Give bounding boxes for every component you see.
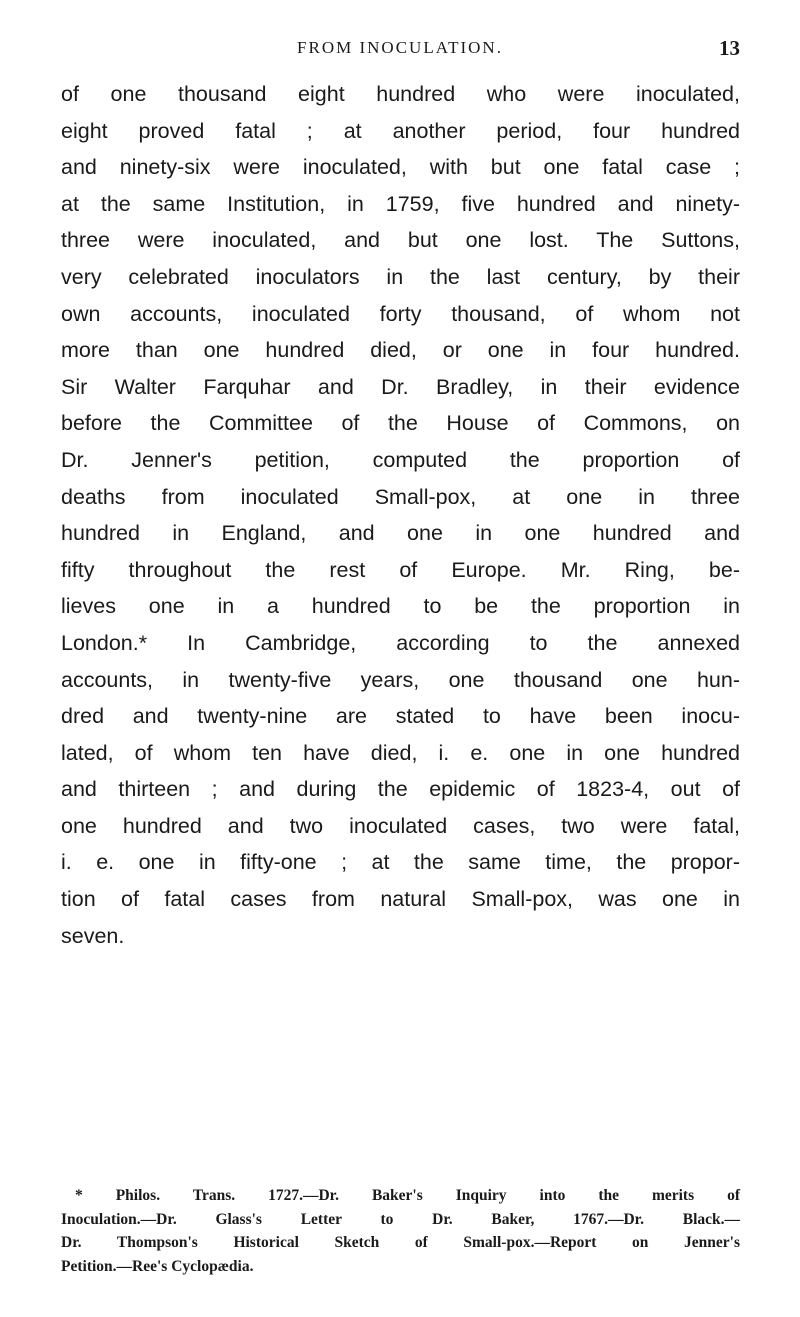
body-line: eight proved fatal ; at another period, four hundred <box>61 118 740 143</box>
body-line: Sir Walter Farquhar and Dr. Bradley, in their evidence <box>61 374 740 399</box>
body-line: and ninety-six were inoculated, with but one fatal case ; <box>61 155 740 180</box>
body-line: more than one hundred died, or one in four hundred. <box>61 338 740 363</box>
body-line: tion of fatal cases from natural Small-pox, was one in <box>61 887 740 912</box>
body-line: one hundred and two inoculated cases, two were fatal, <box>61 813 740 838</box>
body-line: accounts, in twenty-five years, one thousand one hun- <box>61 667 740 692</box>
footnote-line: Petition.—Ree's Cyclopædia. <box>61 1257 254 1275</box>
footnote-line: * Philos. Trans. 1727.—Dr. Baker's Inquiry into the merits of <box>75 1187 740 1204</box>
body-line: and thirteen ; and during the epidemic of 1823-4, out of <box>61 777 740 802</box>
body-line: fifty throughout the rest of Europe. Mr. Ring, be- <box>61 557 740 582</box>
footnote-line: Dr. Thompson's Historical Sketch of Small-pox.—Report on Jenner's <box>61 1234 740 1251</box>
running-head-title: FROM INOCULATION. <box>297 38 503 57</box>
body-line: own accounts, inoculated forty thousand, of whom not <box>61 301 740 326</box>
body-line: before the Committee of the House of Commons, on <box>61 411 740 436</box>
body-line: i. e. one in fifty-one ; at the same time, the propor- <box>61 850 740 875</box>
body-line: lieves one in a hundred to be the proportion in <box>61 594 740 619</box>
body-line: deaths from inoculated Small-pox, at one in three <box>61 484 740 509</box>
footnote-line: Inoculation.—Dr. Glass's Letter to Dr. Baker, 1767.—Dr. Black.— <box>61 1210 740 1228</box>
body-line: at the same Institution, in 1759, five hundred and ninety- <box>61 191 740 216</box>
body-line: London.* In Cambridge, according to the annexed <box>61 630 740 655</box>
body-line: three were inoculated, and but one lost. The Suttons, <box>61 228 740 253</box>
body-line: Dr. Jenner's petition, computed the proportion of <box>61 447 740 472</box>
body-paragraph <box>61 76 740 954</box>
body-line: of one thousand eight hundred who were inoculated, <box>61 82 740 106</box>
body-line: seven. <box>61 923 125 948</box>
body-line: lated, of whom ten have died, i. e. one in one hundred <box>61 740 740 765</box>
running-head <box>60 36 740 66</box>
body-line: very celebrated inoculators in the last century, by their <box>61 264 740 289</box>
page-number: 13 <box>719 36 740 60</box>
body-line: hundred in England, and one in one hundred and <box>61 521 740 546</box>
footnote <box>61 1184 740 1278</box>
body-line: dred and twenty-nine are stated to have been inocu- <box>61 704 740 729</box>
